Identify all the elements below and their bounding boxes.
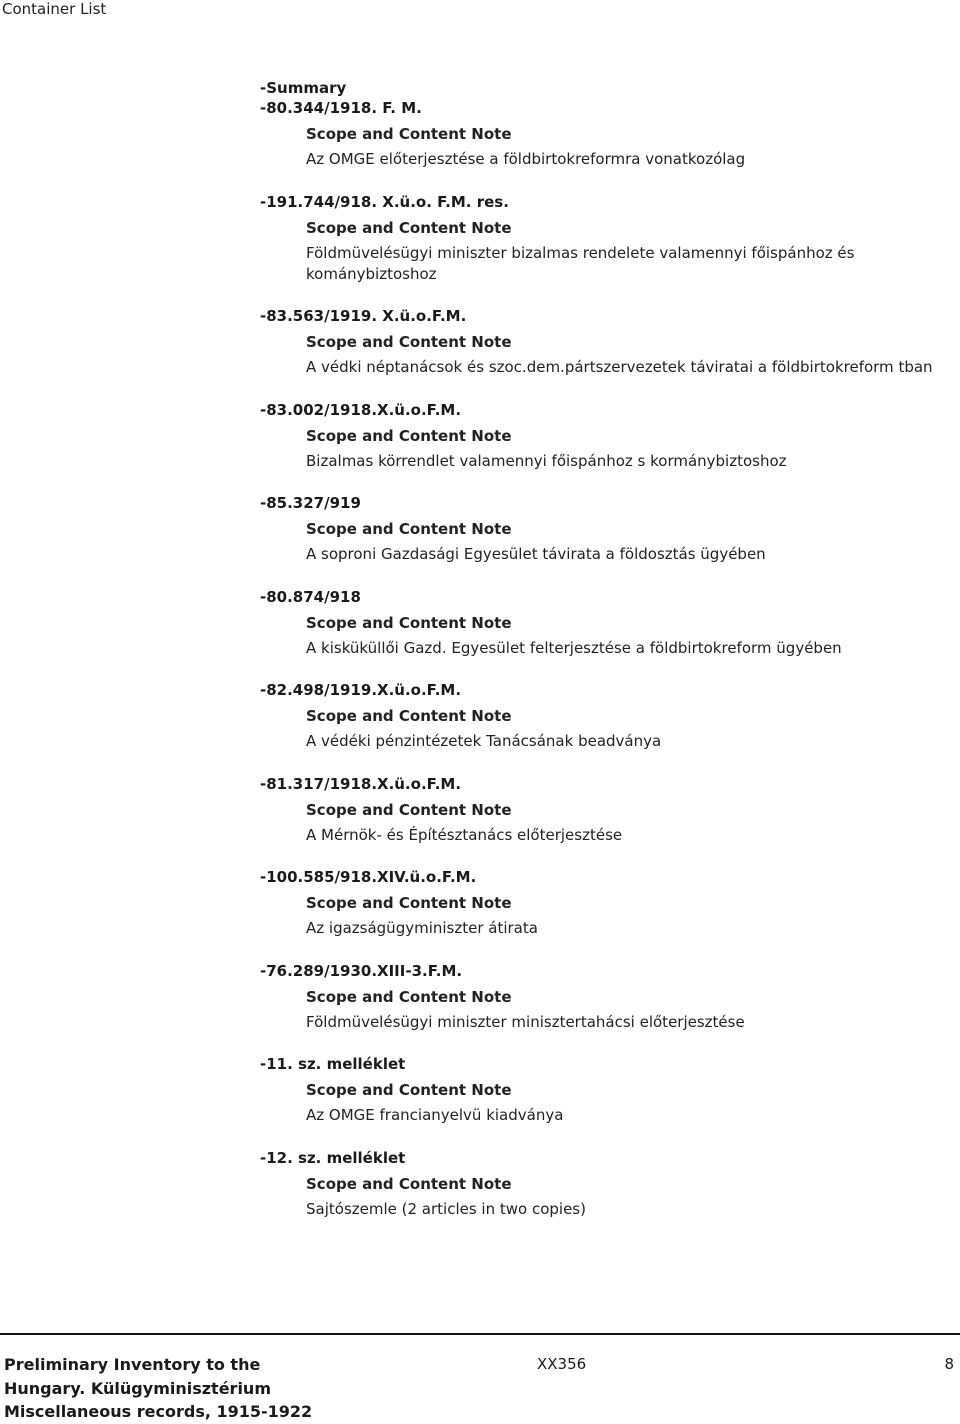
note-text: A védki néptanácsok és szoc.dem.pártszervezetek táviratai a földbirtokreform tban bbox=[306, 358, 933, 376]
scope-content-note bbox=[306, 987, 940, 1033]
note-text: Bizalmas körrendlet valamennyi főispánhoz s kormánybiztoshoz bbox=[306, 451, 787, 470]
list-item bbox=[260, 306, 940, 378]
footer-line-3: Miscellaneous records, 1915-1922 bbox=[4, 1402, 313, 1421]
summary-heading: -Summary bbox=[260, 79, 347, 97]
scope-content-note bbox=[306, 124, 940, 170]
list-item bbox=[260, 680, 940, 752]
note-label: Scope and Content Note bbox=[306, 1081, 512, 1099]
footer-line-2: Hungary. Külügyminisztérium bbox=[4, 1378, 271, 1398]
entry-reference: -80.344/1918. F. M. bbox=[260, 99, 422, 117]
note-label: Scope and Content Note bbox=[306, 333, 512, 351]
scope-content-note bbox=[306, 800, 940, 846]
footer-page-number: 8 bbox=[944, 1355, 954, 1373]
list-item bbox=[260, 587, 940, 659]
scope-content-note bbox=[306, 613, 940, 659]
footer-divider bbox=[0, 1333, 960, 1335]
page-header-title: Container List bbox=[2, 0, 107, 18]
note-label: Scope and Content Note bbox=[306, 520, 512, 538]
note-label: Scope and Content Note bbox=[306, 1174, 512, 1193]
entry-reference: -80.874/918 bbox=[260, 587, 361, 606]
entry-reference: -83.002/1918.X.ü.o.F.M. bbox=[260, 400, 462, 419]
scope-content-note bbox=[306, 426, 940, 472]
scope-content-note bbox=[306, 706, 940, 752]
scope-content-note bbox=[306, 332, 940, 378]
note-text: Az igazságügyminiszter átirata bbox=[306, 919, 538, 937]
list-item bbox=[260, 493, 940, 565]
note-label: Scope and Content Note bbox=[306, 613, 512, 632]
note-text: A soproni Gazdasági Egyesület távirata a földosztás ügyében bbox=[306, 545, 766, 563]
list-item bbox=[260, 774, 940, 846]
list-item bbox=[260, 98, 940, 170]
entry-reference: -12. sz. melléklet bbox=[260, 1148, 406, 1167]
footer-collection-code: XX356 bbox=[537, 1355, 587, 1373]
note-label: Scope and Content Note bbox=[306, 707, 512, 725]
note-text: Az OMGE előterjesztése a földbirtokreformra vonatkozólag bbox=[306, 150, 746, 168]
note-text: A Mérnök- és Építésztanács előterjesztése bbox=[306, 825, 623, 844]
scope-content-note bbox=[306, 893, 940, 939]
entries-list bbox=[260, 98, 940, 1220]
list-item bbox=[260, 867, 940, 939]
list-item bbox=[260, 1054, 940, 1126]
note-label: Scope and Content Note bbox=[306, 426, 512, 445]
list-item bbox=[260, 1148, 940, 1220]
list-item bbox=[260, 400, 940, 472]
note-label: Scope and Content Note bbox=[306, 987, 512, 1006]
note-text: A védéki pénzintézetek Tanácsának beadványa bbox=[306, 732, 662, 750]
note-text: Földmüvelésügyi miniszter minisztertahácsi előterjesztése bbox=[306, 1012, 745, 1031]
note-label: Scope and Content Note bbox=[306, 218, 512, 237]
list-item bbox=[260, 192, 940, 285]
note-text: A kisküküllői Gazd. Egyesület felterjesztése a földbirtokreform ügyében bbox=[306, 638, 842, 657]
entry-reference: -11. sz. melléklet bbox=[260, 1055, 406, 1073]
list-item bbox=[260, 961, 940, 1033]
note-text: Földmüvelésügyi miniszter bizalmas rendelete valamennyi főispánhoz és kománybiztoshoz bbox=[306, 243, 855, 283]
note-label: Scope and Content Note bbox=[306, 125, 512, 143]
note-label: Scope and Content Note bbox=[306, 800, 512, 819]
scope-content-note bbox=[306, 519, 940, 565]
scope-content-note bbox=[306, 1080, 940, 1126]
note-label: Scope and Content Note bbox=[306, 894, 512, 912]
scope-content-note bbox=[306, 218, 940, 285]
entry-reference: -191.744/918. X.ü.o. F.M. res. bbox=[260, 192, 509, 211]
entry-reference: -81.317/1918.X.ü.o.F.M. bbox=[260, 774, 462, 793]
entry-reference: -83.563/1919. X.ü.o.F.M. bbox=[260, 307, 467, 325]
container-list bbox=[260, 78, 940, 1241]
entry-reference: -76.289/1930.XIII-3.F.M. bbox=[260, 961, 463, 980]
footer-collection-title bbox=[4, 1353, 312, 1424]
entry-reference: -82.498/1919.X.ü.o.F.M. bbox=[260, 681, 462, 699]
scope-content-note bbox=[306, 1174, 940, 1220]
footer-line-1: Preliminary Inventory to the bbox=[4, 1355, 261, 1374]
entry-reference: -85.327/919 bbox=[260, 494, 361, 512]
note-text: Sajtószemle (2 articles in two copies) bbox=[306, 1199, 586, 1218]
entry-reference: -100.585/918.XIV.ü.o.F.M. bbox=[260, 868, 477, 886]
note-text: Az OMGE francianyelvü kiadványa bbox=[306, 1106, 564, 1124]
